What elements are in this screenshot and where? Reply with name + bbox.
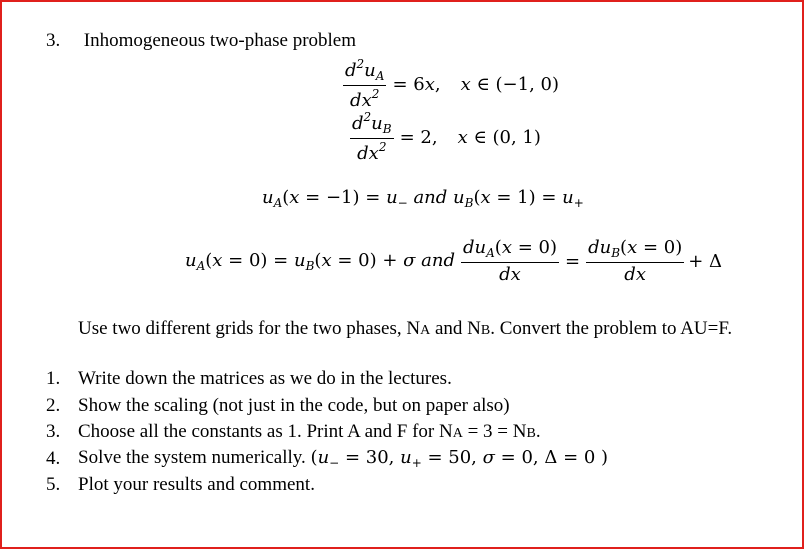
problem-number: 3. — [46, 30, 61, 51]
list-item: 5. Plot your results and comment. — [46, 474, 315, 496]
equation-a — [343, 58, 559, 111]
interface-fraction-b-numerator: $du_B(x = 0)$ — [586, 238, 684, 263]
equation-b — [350, 111, 541, 164]
interface-fraction-b — [586, 238, 684, 285]
interface-fraction-a — [461, 238, 559, 285]
interface-conditions — [185, 238, 722, 285]
equation-b-fraction — [350, 111, 394, 164]
interface-fraction-b-denominator: dx — [624, 264, 646, 286]
list-item: 3. Choose all the constants as 1. Print A and F for NA = 3 = NB. — [46, 421, 541, 443]
interface-fraction-a-denominator: dx — [499, 264, 521, 286]
list-item: 4. Solve the system numerically. ($u_- = 30$, $u_+ = 50$, σ = 0, Δ = 0 ) — [46, 447, 609, 471]
task-list — [46, 366, 608, 499]
equation-b-domain: x ∈ (0, 1) — [457, 126, 541, 148]
equation-a-numerator: $d^2u_A$ — [343, 58, 386, 86]
equation-a-fraction — [343, 58, 386, 111]
interface-fraction-a-numerator: $du_A(x = 0)$ — [461, 238, 559, 263]
equation-a-domain: x ∈ (−1, 0) — [460, 73, 559, 95]
interface-equals: = — [564, 250, 581, 272]
equation-b-rhs: = 2, — [399, 126, 438, 148]
equation-a-denominator: $dx^2$ — [350, 87, 380, 112]
equation-b-denominator: $dx^2$ — [357, 140, 387, 165]
grid-instructions: Use two different grids for the two phases, NA and NB. Convert the problem to AU=F. — [78, 318, 733, 339]
problem-title: Inhomogeneous two-phase problem — [83, 30, 357, 51]
list-item: 2. Show the scaling (not just in the code, but on paper also) — [46, 394, 510, 416]
problem-heading — [46, 30, 356, 52]
interface-left: $u_A(x = 0) = u_B(x = 0) + \sigma$ and — [185, 249, 455, 273]
equation-a-rhs: = 6x, — [392, 73, 441, 95]
equation-b-numerator: $d^2u_B$ — [350, 111, 394, 139]
interface-tail: + Δ — [688, 250, 723, 272]
list-item: 1. Write down the matrices as we do in the lectures. — [46, 368, 452, 390]
boundary-conditions: $u_A(x = -1) = u_-$ and $u_B(x = 1) = u_+$ — [262, 187, 584, 210]
